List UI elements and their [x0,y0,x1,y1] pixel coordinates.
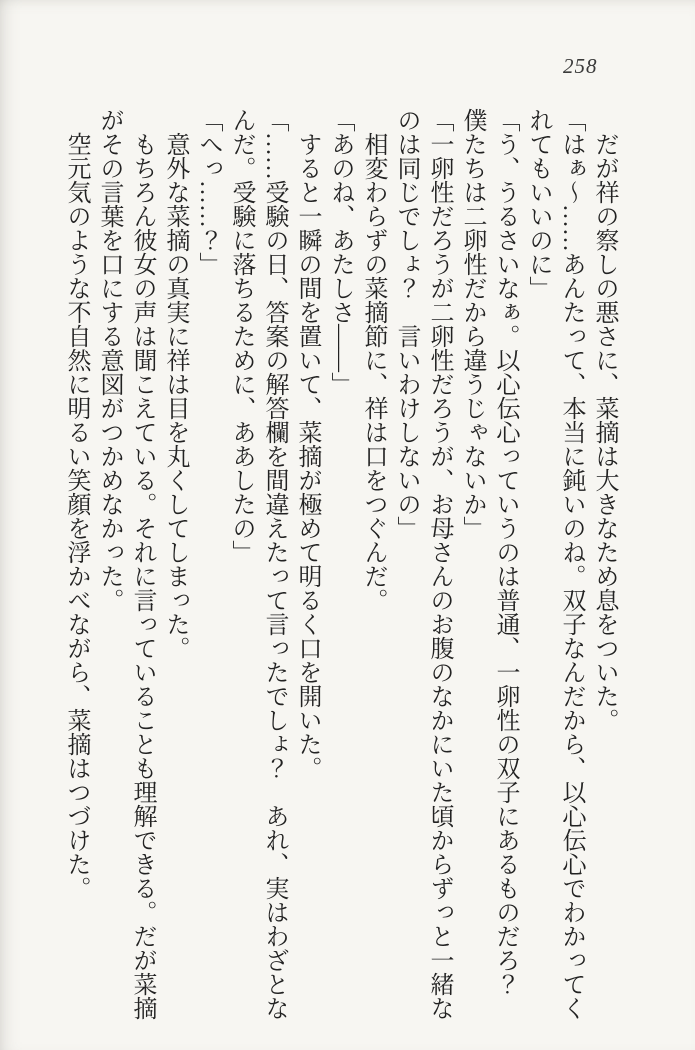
page-number: 258 [563,54,598,78]
paragraph: すると一瞬の間を置いて、菜摘が極めて明るく口を開いた。 [294,132,320,780]
paragraph: だが祥の察しの悪さに、菜摘は大きなため息をついた。 [591,132,617,732]
paragraph: 「あのね、あたしさ――」 [327,108,353,396]
paragraph: 空元気のような不自然に明るい笑顔を浮かべながら、菜摘はつづけた。 [63,132,89,900]
paragraph: 「一卵性だろうが二卵性だろうが、お母さんのお腹のなかにいた頃からずっと一緒なのは同じでしょ？ 言いわけしないの」 [393,108,452,1020]
paragraph: もちろん彼女の声は聞こえている。それに言っていることも理解できる。だが菜摘がその言葉を口にする意図がつかめなかった。 [96,108,155,1020]
paragraph: 「う、うるさいなぁ。以心伝心っていうのは普通、一卵性の双子にあるものだろ？ 僕たちは二卵性だから違うじゃないか」 [459,108,518,1020]
paragraph: 相変わらずの菜摘節に、祥は口をつぐんだ。 [360,132,386,612]
paragraph: 意外な菜摘の真実に祥は目を丸くしてしまった。 [162,132,188,660]
text-column-container [58,108,620,1024]
paragraph: 「へっ……？」 [195,108,221,276]
paragraph: 「はぁ～……あんたって、本当に鈍いのね。双子なんだから、以心伝心でわかってくれてもいいのに」 [525,108,584,1020]
paragraph: 「……受験の日、答案の解答欄を間違えたって言ったでしょ？ あれ、実はわざとなんだ。受験に落ちるために、ああしたの」 [228,108,287,1020]
